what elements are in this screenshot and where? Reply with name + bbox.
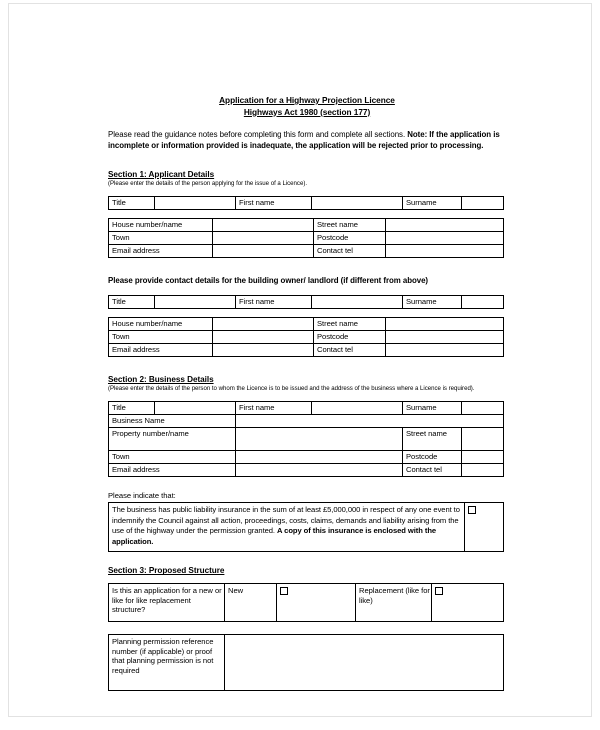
landlord-first-name-input[interactable]: [312, 295, 403, 308]
document-page: [8, 3, 592, 717]
table-row: [109, 295, 504, 308]
business-street-label: Street name: [403, 428, 462, 451]
landlord-postcode-label: Postcode: [314, 330, 386, 343]
document-title-line2: Highways Act 1980 (section 177): [243, 106, 371, 117]
business-email-input[interactable]: [236, 464, 403, 477]
intro-text-normal: Please read the guidance notes before completing this form and complete all sections.: [108, 130, 408, 140]
table-row: [109, 503, 504, 552]
business-tel-label: Contact tel: [403, 464, 462, 477]
applicant-title-label: Title: [109, 196, 155, 209]
landlord-surname-input[interactable]: [462, 295, 504, 308]
applicant-postcode-input[interactable]: [386, 231, 504, 244]
business-first-name-input[interactable]: [312, 402, 403, 415]
section-2-heading: Section 2: Business Details: [108, 374, 214, 384]
business-title-label: Title: [109, 402, 155, 415]
landlord-email-label: Email address: [109, 343, 213, 356]
landlord-heading: Please provide contact details for the building owner/ landlord (if different from above): [108, 275, 428, 285]
option-new-checkbox-cell[interactable]: [277, 584, 356, 622]
business-property-label: Property number/name: [109, 428, 236, 451]
insurance-checkbox-cell[interactable]: [465, 503, 504, 552]
landlord-first-name-label: First name: [236, 295, 312, 308]
landlord-tel-label: Contact tel: [314, 343, 386, 356]
section-1-note: (Please enter the details of the person applying for the issue of a Licence).: [108, 179, 307, 187]
landlord-house-input[interactable]: [213, 317, 314, 330]
applicant-street-input[interactable]: [386, 218, 504, 231]
applicant-surname-input[interactable]: [462, 196, 504, 209]
landlord-house-label: House number/name: [109, 317, 213, 330]
landlord-title-input[interactable]: [155, 295, 236, 308]
applicant-tel-input[interactable]: [386, 244, 504, 257]
applicant-street-label: Street name: [314, 218, 386, 231]
table-row: [109, 428, 504, 451]
applicant-address-table: [108, 218, 504, 258]
business-details-table: [108, 401, 504, 477]
planning-permission-input[interactable]: [225, 635, 504, 691]
table-row: [109, 584, 504, 622]
business-property-input[interactable]: [236, 428, 403, 451]
table-row: [109, 244, 504, 257]
applicant-surname-label: Surname: [403, 196, 462, 209]
applicant-house-input[interactable]: [213, 218, 314, 231]
section-2-note: (Please enter the details of the person to whom the Licence is to be issued and the address of the business where a Licence is required).: [108, 384, 475, 392]
table-row: [109, 330, 504, 343]
table-row: [109, 635, 504, 691]
structure-type-table: [108, 583, 504, 622]
section-3-heading: Section 3: Proposed Structure: [108, 566, 225, 576]
insurance-statement-bold: A copy of this insurance is enclosed with the application.: [112, 526, 437, 546]
landlord-postcode-input[interactable]: [386, 330, 504, 343]
option-new-checkbox[interactable]: [280, 587, 288, 595]
table-row: [109, 402, 504, 415]
applicant-house-label: House number/name: [109, 218, 213, 231]
option-replacement-label: Replacement (like for like): [356, 584, 432, 622]
document-title-line1: Application for a Highway Projection Licence: [219, 95, 395, 105]
table-row: [109, 343, 504, 356]
insurance-statement-text: The business has public liability insurance in the sum of at least £5,000,000 in respect of any one event to indemnify the Council against all action, proceedings, costs, claims, demands and liability arising from the use of the highway under the permission granted.: [112, 505, 460, 536]
planning-permission-table: [108, 634, 504, 691]
table-row: [109, 464, 504, 477]
document-title: [108, 95, 506, 118]
business-title-input[interactable]: [155, 402, 236, 415]
applicant-email-label: Email address: [109, 244, 213, 257]
business-surname-input[interactable]: [462, 402, 504, 415]
table-row: [109, 451, 504, 464]
applicant-town-label: Town: [109, 231, 213, 244]
table-row: [109, 317, 504, 330]
business-name-input[interactable]: [236, 415, 504, 428]
landlord-title-label: Title: [109, 295, 155, 308]
landlord-surname-label: Surname: [403, 295, 462, 308]
landlord-town-input[interactable]: [213, 330, 314, 343]
landlord-name-table: [108, 295, 504, 309]
applicant-title-input[interactable]: [155, 196, 236, 209]
business-email-label: Email address: [109, 464, 236, 477]
applicant-first-name-input[interactable]: [312, 196, 403, 209]
business-first-name-label: First name: [236, 402, 312, 415]
applicant-tel-label: Contact tel: [314, 244, 386, 257]
applicant-email-input[interactable]: [213, 244, 314, 257]
document-content: [108, 95, 506, 691]
business-town-label: Town: [109, 451, 236, 464]
business-surname-label: Surname: [403, 402, 462, 415]
landlord-tel-input[interactable]: [386, 343, 504, 356]
applicant-first-name-label: First name: [236, 196, 312, 209]
business-postcode-input[interactable]: [462, 451, 504, 464]
landlord-address-table: [108, 317, 504, 357]
landlord-town-label: Town: [109, 330, 213, 343]
business-postcode-label: Postcode: [403, 451, 462, 464]
structure-question-label: Is this an application for a new or like for like replacement structure?: [109, 584, 225, 622]
business-name-label: Business Name: [109, 415, 236, 428]
planning-permission-label: Planning permission reference number (if applicable) or proof that planning permission is not required: [109, 635, 225, 691]
intro-text-bold: Note: If the application is incomplete or information provided is inadequate, the application will be rejected prior to processing.: [108, 130, 500, 151]
option-replacement-checkbox[interactable]: [435, 587, 443, 595]
applicant-town-input[interactable]: [213, 231, 314, 244]
table-row: [109, 231, 504, 244]
table-row: [109, 196, 504, 209]
intro-paragraph: [108, 129, 506, 151]
landlord-street-label: Street name: [314, 317, 386, 330]
business-tel-input[interactable]: [462, 464, 504, 477]
applicant-postcode-label: Postcode: [314, 231, 386, 244]
option-replacement-checkbox-cell[interactable]: [432, 584, 504, 622]
applicant-name-table: [108, 196, 504, 210]
insurance-checkbox[interactable]: [468, 506, 476, 514]
table-row: [109, 218, 504, 231]
insurance-table: [108, 502, 504, 552]
landlord-email-input[interactable]: [213, 343, 314, 356]
option-new-label: New: [225, 584, 277, 622]
insurance-prompt: Please indicate that:: [108, 491, 176, 500]
business-town-input[interactable]: [236, 451, 403, 464]
insurance-statement-cell: [109, 503, 465, 552]
section-1-heading: Section 1: Applicant Details: [108, 169, 215, 179]
business-street-input[interactable]: [462, 428, 504, 451]
landlord-street-input[interactable]: [386, 317, 504, 330]
table-row: [109, 415, 504, 428]
